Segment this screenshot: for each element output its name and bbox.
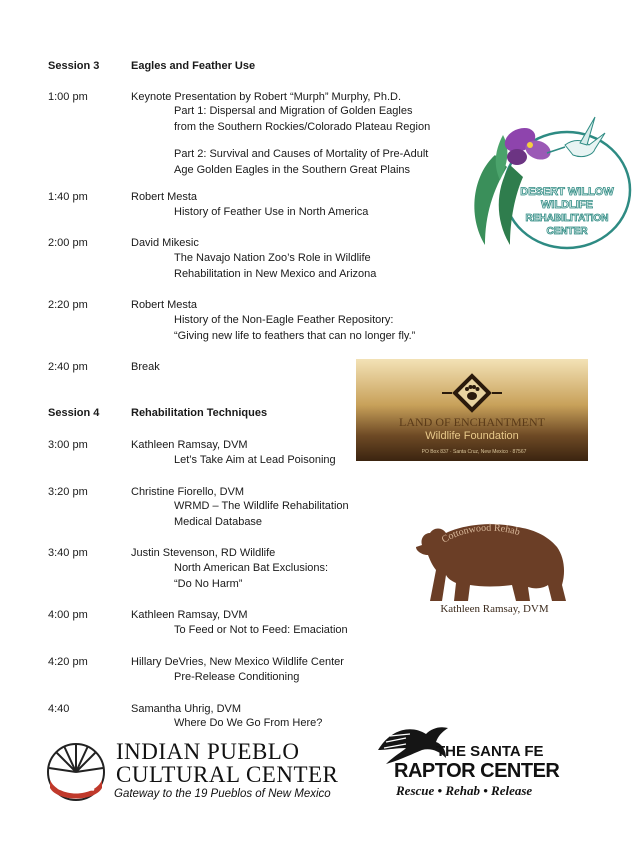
talk-8-line-1: North American Bat Exclusions: (174, 562, 329, 574)
time-11: 4:40 (48, 703, 70, 715)
talk-2-line-1: History of Feather Use in North America (174, 206, 369, 218)
time-10: 4:20 pm (48, 656, 88, 668)
talk-11-line-1: Where Do We Go From Here? (174, 717, 323, 729)
time-1: 1:00 pm (48, 91, 88, 103)
loe-line-2: Wildlife Foundation (425, 430, 519, 442)
cottonwood-rehab-logo (412, 515, 577, 620)
desert-willow-line-2: WILDLIFE (541, 199, 593, 211)
desert-willow-line-1: DESERT WILLOW (520, 186, 614, 198)
talk-7-line-2: Medical Database (174, 516, 263, 528)
talk-1-line-2: from the Southern Rockies/Colorado Plateau Region (174, 121, 431, 133)
time-3: 2:00 pm (48, 237, 88, 249)
cottonwood-arc-text: Cottonwood Rehab (439, 522, 522, 546)
talk-9-line-1: To Feed or Not to Feed: Emaciation (174, 624, 348, 636)
raptor-line-2: RAPTOR CENTER (394, 760, 560, 782)
cottonwood-caption: Kathleen Ramsay, DVM (440, 603, 549, 615)
pueblo-tagline: Gateway to the 19 Pueblos of New Mexico (114, 788, 331, 800)
pueblo-line-2: CULTURAL CENTER (116, 762, 339, 787)
speaker-2: Robert Mesta (131, 191, 198, 203)
desert-willow-line-4: CENTER (546, 226, 588, 237)
talk-6-line-1: Let’s Take Aim at Lead Poisoning (174, 454, 336, 466)
speaker-4: Robert Mesta (131, 299, 198, 311)
talk-8-line-2: “Do No Harm” (174, 578, 243, 590)
time-8: 3:40 pm (48, 547, 88, 559)
desert-willow-line-3: REHABILITATION (525, 213, 609, 224)
loe-line-1: LAND OF ENCHANTMENT (399, 415, 545, 429)
session-3-title: Eagles and Feather Use (131, 60, 256, 72)
talk-7-line-1: WRMD – The Wildlife Rehabilitation (174, 500, 349, 512)
pueblo-line-1: INDIAN PUEBLO (116, 739, 300, 764)
talk-10-line-1: Pre-Release Conditioning (174, 671, 300, 683)
session-3-label: Session 3 (48, 60, 100, 72)
talk-1-line-1: Part 1: Dispersal and Migration of Golden Eagles (174, 105, 413, 117)
talk-1-part2-line-1: Part 2: Survival and Causes of Mortality of Pre-Adult (174, 148, 429, 160)
talk-3-line-2: Rehabilitation in New Mexico and Arizona (174, 268, 377, 280)
time-5: 2:40 pm (48, 361, 88, 373)
session-4-label: Session 4 (48, 407, 100, 419)
talk-3-line-1: The Navajo Nation Zoo’s Role in Wildlife (174, 252, 371, 264)
pueblo-emblem-icon (44, 736, 114, 806)
speaker-6: Kathleen Ramsay, DVM (131, 439, 248, 451)
time-7: 3:20 pm (48, 486, 88, 498)
speaker-1: Keynote Presentation by Robert “Murph” Murphy, Ph.D. (131, 91, 402, 103)
time-6: 3:00 pm (48, 439, 88, 451)
speaker-7: Christine Fiorello, DVM (131, 486, 245, 498)
indian-pueblo-logo (44, 736, 344, 806)
speaker-3: David Mikesic (131, 237, 199, 249)
loe-address: PO Box 837 · Santa Cruz, New Mexico · 87567 (421, 449, 527, 455)
raptor-line-1: THE SANTA FE (436, 743, 544, 760)
talk-1-part2-line-2: Age Golden Eagles in the Southern Great Plains (174, 164, 411, 176)
talk-4-line-2: “Giving new life to feathers that can no longer fly.” (174, 330, 416, 342)
santa-fe-raptor-logo (376, 716, 591, 808)
time-2: 1:40 pm (48, 191, 88, 203)
speaker-11: Samantha Uhrig, DVM (131, 703, 242, 715)
break-label: Break (131, 361, 160, 373)
speaker-8: Justin Stevenson, RD Wildlife (131, 547, 276, 559)
time-9: 4:00 pm (48, 609, 88, 621)
raptor-tagline: Rescue • Rehab • Release (396, 783, 533, 798)
time-4: 2:20 pm (48, 299, 88, 311)
session-4-title: Rehabilitation Techniques (131, 407, 268, 419)
speaker-9: Kathleen Ramsay, DVM (131, 609, 248, 621)
bear-silhouette-icon (416, 524, 566, 601)
talk-4-line-1: History of the Non-Eagle Feather Repository: (174, 314, 394, 326)
desert-willow-logo (455, 95, 635, 270)
speaker-10: Hillary DeVries, New Mexico Wildlife Center (131, 656, 344, 668)
land-of-enchantment-logo (356, 359, 588, 461)
